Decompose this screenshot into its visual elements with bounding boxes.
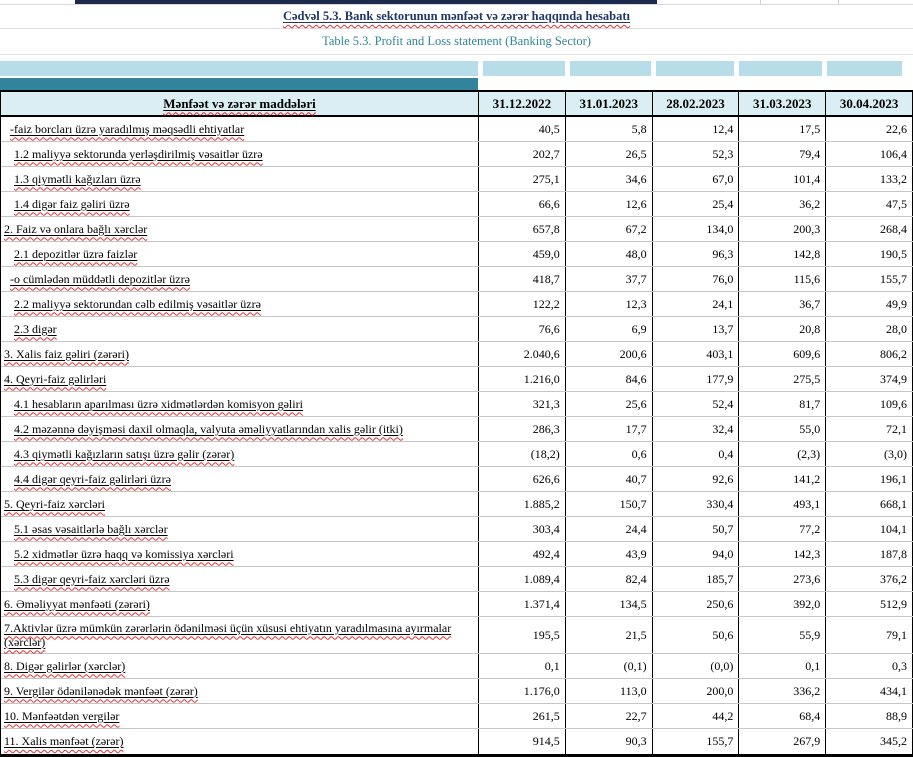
value-cell: 1.089,4 xyxy=(479,567,566,591)
value-cell: 96,3 xyxy=(653,242,740,266)
page-subtitle: Table 5.3. Profit and Loss statement (Banking Sector) xyxy=(322,34,591,48)
value-cell: 403,1 xyxy=(653,342,740,366)
row-label-underline xyxy=(14,322,57,336)
table-row xyxy=(1,492,913,517)
value-cell: 50,7 xyxy=(653,517,740,541)
value-cell: 21,5 xyxy=(566,617,653,653)
value-cell: 52,4 xyxy=(653,392,740,416)
row-label-underline xyxy=(4,659,125,673)
table-row xyxy=(1,342,913,367)
table-row xyxy=(1,167,913,192)
value-cell: 76,0 xyxy=(653,267,740,291)
value-cell: 492,4 xyxy=(479,542,566,566)
row-label-text: 7.Aktivlər üzrə mümkün zərərlərin ödənilməsi üçün xüsusi ehtiyatın yaradılmasına ayırmalar (xərclər) xyxy=(4,620,452,649)
row-label xyxy=(1,417,479,441)
value-cell: 657,8 xyxy=(479,217,566,241)
value-cell: 48,0 xyxy=(566,242,653,266)
value-cell: (0,1) xyxy=(566,654,653,678)
value-cell: 77,2 xyxy=(739,517,826,541)
row-label-text: 11. Xalis mənfəət (zərər) xyxy=(4,734,124,748)
table-row xyxy=(1,317,913,342)
value-cell: (3,0) xyxy=(826,442,913,466)
row-label xyxy=(1,467,479,491)
row-label xyxy=(1,367,479,391)
table-row xyxy=(1,517,913,542)
subtitle-row xyxy=(0,29,913,55)
value-cell: 190,5 xyxy=(826,242,913,266)
row-label-underline xyxy=(4,709,119,723)
value-cell: 113,0 xyxy=(566,679,653,703)
value-cell: 24,1 xyxy=(653,292,740,316)
row-label-text: 3. Xalis faiz gəliri (zərəri) xyxy=(4,346,129,361)
value-cell: 101,4 xyxy=(739,167,826,191)
value-cell: 82,4 xyxy=(566,567,653,591)
band-segment xyxy=(739,61,822,76)
value-cell: 200,0 xyxy=(653,679,740,703)
table-row xyxy=(1,267,913,292)
value-cell: 26,5 xyxy=(566,142,653,166)
table-row xyxy=(1,542,913,567)
value-cell: 76,6 xyxy=(479,317,566,341)
value-cell: 84,6 xyxy=(566,367,653,391)
row-label-text: 1.4 digər faiz gəliri üzrə xyxy=(14,196,130,211)
value-cell: 122,2 xyxy=(479,292,566,316)
row-label-text: -faiz borcları üzrə yaradılmış məqsədli ehtiyatlar xyxy=(10,121,245,136)
value-cell: 2.040,6 xyxy=(479,342,566,366)
row-label-underline xyxy=(14,397,303,411)
row-label xyxy=(1,292,479,316)
row-label-underline xyxy=(14,172,141,186)
table-row xyxy=(1,592,913,617)
value-cell: 22,7 xyxy=(566,704,653,728)
value-cell: 34,6 xyxy=(566,167,653,191)
value-cell: 150,7 xyxy=(566,492,653,516)
value-cell: 20,8 xyxy=(739,317,826,341)
row-label xyxy=(1,517,479,541)
value-cell: 25,4 xyxy=(653,192,740,216)
value-cell: 50,6 xyxy=(653,617,740,653)
value-cell: 106,4 xyxy=(826,142,913,166)
value-cell: 92,6 xyxy=(653,467,740,491)
value-cell: 24,4 xyxy=(566,517,653,541)
page-title-text: Cədvəl 5.3. Bank sektorunun mənfəət və zərər haqqında hesabatı xyxy=(282,9,630,23)
column-header-items-text: Mənfəət və zərər maddələri xyxy=(163,95,316,111)
value-cell: 330,4 xyxy=(653,492,740,516)
row-label-underline xyxy=(10,122,244,136)
value-cell: 142,3 xyxy=(739,542,826,566)
row-label xyxy=(1,704,479,728)
band-segment xyxy=(0,61,478,76)
table-row xyxy=(1,142,913,167)
row-label-text: 5.1 əsas vəsaitlərlə bağlı xərclər xyxy=(14,521,168,536)
value-cell: 609,6 xyxy=(739,342,826,366)
value-cell: 0,6 xyxy=(566,442,653,466)
band-segment xyxy=(483,61,565,76)
value-cell: 22,6 xyxy=(826,117,913,141)
value-cell: 66,6 xyxy=(479,192,566,216)
value-cell: 55,0 xyxy=(739,417,826,441)
value-cell: 25,6 xyxy=(566,392,653,416)
table-row xyxy=(1,467,913,492)
row-label xyxy=(1,267,479,291)
value-cell: 36,7 xyxy=(739,292,826,316)
row-label-underline xyxy=(14,522,168,536)
column-header-date: 30.04.2023 xyxy=(826,92,913,115)
value-cell: (2,3) xyxy=(739,442,826,466)
table-row xyxy=(1,567,913,592)
value-cell: 12,6 xyxy=(566,192,653,216)
value-cell: 267,9 xyxy=(739,729,826,754)
page-title[interactable] xyxy=(283,9,630,24)
top-dark-bar xyxy=(75,0,657,4)
row-label-text: -o cümlədən müddətli depozitlər üzrə xyxy=(10,271,190,286)
row-label xyxy=(1,542,479,566)
value-cell: 32,4 xyxy=(653,417,740,441)
row-label-text: 5.3 digər qeyri-faiz xərcləri üzrə xyxy=(14,571,170,586)
value-cell: 392,0 xyxy=(739,592,826,616)
band-segment xyxy=(656,61,734,76)
row-label xyxy=(1,117,479,141)
value-cell: 273,6 xyxy=(739,567,826,591)
value-cell: 6,9 xyxy=(566,317,653,341)
value-cell: (18,2) xyxy=(479,442,566,466)
value-cell: 200,6 xyxy=(566,342,653,366)
value-cell: 79,1 xyxy=(826,617,913,653)
value-cell: (0,0) xyxy=(653,654,740,678)
row-label xyxy=(1,617,479,653)
value-cell: 177,9 xyxy=(653,367,740,391)
column-header-date: 31.12.2022 xyxy=(479,92,566,115)
row-label-underline xyxy=(14,447,234,461)
table-row xyxy=(1,292,913,317)
row-label xyxy=(1,192,479,216)
value-cell: 195,5 xyxy=(479,617,566,653)
row-label-underline xyxy=(14,197,130,211)
value-cell: 12,3 xyxy=(566,292,653,316)
value-cell: 626,6 xyxy=(479,467,566,491)
table-body xyxy=(1,117,913,754)
value-cell: 434,1 xyxy=(826,679,913,703)
gridline xyxy=(838,0,839,4)
row-label-underline xyxy=(14,572,170,586)
band-segment xyxy=(570,61,651,76)
value-cell: 79,4 xyxy=(739,142,826,166)
table-row xyxy=(1,242,913,267)
value-cell: 0,3 xyxy=(826,654,913,678)
row-label xyxy=(1,492,479,516)
value-cell: 275,1 xyxy=(479,167,566,191)
table-header-row xyxy=(1,90,913,117)
row-label xyxy=(1,392,479,416)
value-cell: 376,2 xyxy=(826,567,913,591)
value-cell: 40,7 xyxy=(566,467,653,491)
table-row xyxy=(1,117,913,142)
column-header-date: 28.02.2023 xyxy=(653,92,740,115)
value-cell: 418,7 xyxy=(479,267,566,291)
row-label-text: 8. Digər gəlirlər (xərclər) xyxy=(4,658,126,673)
row-label-text: 10. Mənfəətdən vergilər xyxy=(4,708,120,723)
row-label-text: 4.4 digər qeyri-faiz gəlirləri üzrə xyxy=(14,471,171,486)
row-label xyxy=(1,592,479,616)
decorative-band-light xyxy=(0,61,913,76)
value-cell: 493,1 xyxy=(739,492,826,516)
table-row xyxy=(1,192,913,217)
table-row xyxy=(1,617,913,654)
row-label-text: 2.3 digər xyxy=(14,321,57,336)
row-label-text: 1.3 qiymətli kağızları üzrə xyxy=(14,171,141,186)
value-cell: 17,5 xyxy=(739,117,826,141)
value-cell: 88,9 xyxy=(826,704,913,728)
row-label-underline xyxy=(4,372,106,386)
row-label-underline xyxy=(4,497,105,511)
value-cell: 155,7 xyxy=(653,729,740,754)
value-cell: 806,2 xyxy=(826,342,913,366)
row-label-underline xyxy=(14,547,234,561)
table-row xyxy=(1,704,913,729)
value-cell: 261,5 xyxy=(479,704,566,728)
column-header-items xyxy=(1,92,479,115)
value-cell: 5,8 xyxy=(566,117,653,141)
row-label-underline xyxy=(4,734,124,748)
column-header-date: 31.01.2023 xyxy=(566,92,653,115)
row-label-underline xyxy=(4,621,474,649)
value-cell: 47,5 xyxy=(826,192,913,216)
value-cell: 1.371,4 xyxy=(479,592,566,616)
value-cell: 303,4 xyxy=(479,517,566,541)
value-cell: 512,9 xyxy=(826,592,913,616)
table-row xyxy=(1,679,913,704)
row-label-underline xyxy=(14,147,263,161)
value-cell: 1.216,0 xyxy=(479,367,566,391)
row-label-underline xyxy=(4,684,198,698)
value-cell: 43,9 xyxy=(566,542,653,566)
value-cell: 0,4 xyxy=(653,442,740,466)
table-row xyxy=(1,417,913,442)
row-label-text: 5.2 xidmətlər üzrə haqq və komissiya xərcləri xyxy=(14,546,234,561)
profit-loss-table xyxy=(0,90,913,757)
value-cell: 268,4 xyxy=(826,217,913,241)
value-cell: 141,2 xyxy=(739,467,826,491)
row-label xyxy=(1,317,479,341)
value-cell: 134,0 xyxy=(653,217,740,241)
value-cell: 200,3 xyxy=(739,217,826,241)
value-cell: 17,7 xyxy=(566,417,653,441)
value-cell: 36,2 xyxy=(739,192,826,216)
table-row xyxy=(1,654,913,679)
value-cell: 13,7 xyxy=(653,317,740,341)
row-label-underline xyxy=(14,297,261,311)
row-label xyxy=(1,167,479,191)
row-label xyxy=(1,242,479,266)
decorative-band-teal xyxy=(0,78,478,90)
table-row xyxy=(1,217,913,242)
value-cell: 104,1 xyxy=(826,517,913,541)
row-label xyxy=(1,217,479,241)
row-label xyxy=(1,679,479,703)
row-label-underline xyxy=(14,247,137,261)
table-row xyxy=(1,729,913,754)
value-cell: 72,1 xyxy=(826,417,913,441)
value-cell: 37,7 xyxy=(566,267,653,291)
value-cell: 1.885,2 xyxy=(479,492,566,516)
value-cell: 321,3 xyxy=(479,392,566,416)
band-segment xyxy=(827,61,902,76)
title-row xyxy=(0,5,913,29)
top-partial-row xyxy=(0,0,913,5)
row-label-underline xyxy=(4,347,129,361)
value-cell: 44,2 xyxy=(653,704,740,728)
value-cell: 286,3 xyxy=(479,417,566,441)
value-cell: 109,6 xyxy=(826,392,913,416)
row-label-text: 6. Əməliyyat mənfəəti (zərəri) xyxy=(4,596,150,611)
value-cell: 115,6 xyxy=(739,267,826,291)
row-label-text: 4.2 məzənnə dəyişməsi daxil olmaqla, valyuta əməliyyatlarından xalis gəlir (itki) xyxy=(14,421,403,436)
row-label-underline xyxy=(4,222,147,236)
value-cell: 67,0 xyxy=(653,167,740,191)
value-cell: 275,5 xyxy=(739,367,826,391)
value-cell: 196,1 xyxy=(826,467,913,491)
value-cell: 202,7 xyxy=(479,142,566,166)
row-label xyxy=(1,654,479,678)
value-cell: 133,2 xyxy=(826,167,913,191)
value-cell: 12,4 xyxy=(653,117,740,141)
value-cell: 185,7 xyxy=(653,567,740,591)
row-label-text: 2. Faiz və onlara bağlı xərclər xyxy=(4,221,148,236)
value-cell: 134,5 xyxy=(566,592,653,616)
value-cell: 336,2 xyxy=(739,679,826,703)
value-cell: 142,8 xyxy=(739,242,826,266)
row-label xyxy=(1,142,479,166)
row-label xyxy=(1,567,479,591)
row-label-underline xyxy=(14,472,171,486)
column-header-items-underline xyxy=(163,96,315,112)
row-label-text: 4.3 qiymətli kağızların satışı üzrə gəlir (zərər) xyxy=(14,446,235,461)
row-label-text: 9. Vergilər ödənilənədək mənfəət (zərər) xyxy=(4,683,198,698)
value-cell: 187,8 xyxy=(826,542,913,566)
value-cell: 94,0 xyxy=(653,542,740,566)
gridline xyxy=(760,0,761,4)
row-label-text: 2.2 maliyyə sektorundan cəlb edilmiş vəsaitlər üzrə xyxy=(14,296,261,311)
value-cell: 0,1 xyxy=(739,654,826,678)
row-label-text: 2.1 depozitlər üzrə faizlər xyxy=(14,246,138,261)
table-row xyxy=(1,442,913,467)
value-cell: 49,9 xyxy=(826,292,913,316)
row-label-underline xyxy=(4,597,150,611)
row-label xyxy=(1,729,479,754)
row-label xyxy=(1,342,479,366)
table-row xyxy=(1,392,913,417)
value-cell: 55,9 xyxy=(739,617,826,653)
value-cell: 914,5 xyxy=(479,729,566,754)
value-cell: 250,6 xyxy=(653,592,740,616)
value-cell: 52,3 xyxy=(653,142,740,166)
column-header-date: 31.03.2023 xyxy=(739,92,826,115)
value-cell: 90,3 xyxy=(566,729,653,754)
row-label-text: 4.1 hesabların aparılması üzrə xidmətlərdən komisyon gəliri xyxy=(14,396,303,411)
value-cell: 1.176,0 xyxy=(479,679,566,703)
value-cell: 67,2 xyxy=(566,217,653,241)
value-cell: 40,5 xyxy=(479,117,566,141)
value-cell: 155,7 xyxy=(826,267,913,291)
value-cell: 668,1 xyxy=(826,492,913,516)
row-label-text: 5. Qeyri-faiz xərcləri xyxy=(4,496,105,511)
value-cell: 81,7 xyxy=(739,392,826,416)
row-label-underline xyxy=(10,272,190,286)
table-row xyxy=(1,367,913,392)
row-label-underline xyxy=(14,422,403,436)
value-cell: 374,9 xyxy=(826,367,913,391)
row-label-text: 4. Qeyri-faiz gəlirləri xyxy=(4,371,107,386)
value-cell: 0,1 xyxy=(479,654,566,678)
row-label xyxy=(1,442,479,466)
value-cell: 68,4 xyxy=(739,704,826,728)
value-cell: 459,0 xyxy=(479,242,566,266)
value-cell: 28,0 xyxy=(826,317,913,341)
row-label-text: 1.2 maliyyə sektorunda yerləşdirilmiş vəsaitlər üzrə xyxy=(14,146,263,161)
value-cell: 345,2 xyxy=(826,729,913,754)
